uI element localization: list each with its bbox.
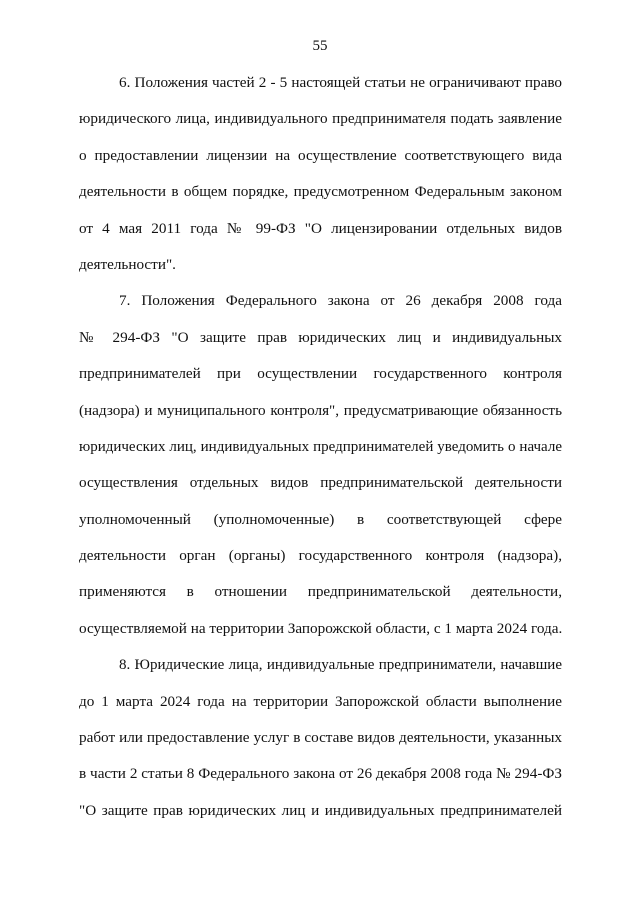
text-line: осуществляемой на территории Запорожской области, с 1 марта 2024 года. [79, 619, 563, 637]
text-line: осуществления отдельных видов предпринимательской деятельности [79, 474, 562, 492]
text-line: предпринимателей при осуществлении государственного контроля [79, 365, 562, 383]
paragraph-6 [79, 65, 562, 283]
text-line: 8. Юридические лица, индивидуальные предприниматели, начавшие [119, 657, 562, 674]
paragraph-7 [79, 283, 562, 647]
text-line: (надзора) и муниципального контроля", предусматривающие обязанность [79, 401, 562, 419]
text-line: о предоставлении лицензии на осуществление соответствующего вида [79, 146, 562, 164]
text-line: деятельности в общем порядке, предусмотренном Федеральным законом [79, 183, 562, 201]
text-line: деятельности орган (органы) государственного контроля (надзора), [79, 547, 562, 565]
paragraph-8 [79, 647, 562, 829]
text-line: от 4 мая 2011 года № 99-ФЗ "О лицензировании отдельных видов [79, 219, 562, 237]
page-number: 55 [312, 38, 328, 54]
text-line: применяются в отношении предпринимательской деятельности, [79, 583, 562, 601]
document-body [79, 65, 562, 829]
text-line: № 294-ФЗ "О защите прав юридических лиц и индивидуальных [79, 328, 562, 346]
text-line: 6. Положения частей 2 - 5 настоящей статьи не ограничивают право [119, 74, 562, 91]
text-line: юридического лица, индивидуального предпринимателя подать заявление [79, 110, 562, 128]
text-line: в части 2 статьи 8 Федерального закона от 26 декабря 2008 года № 294-ФЗ [79, 765, 562, 783]
text-line: деятельности". [79, 255, 176, 273]
text-line: юридических лиц, индивидуальных предпринимателей уведомить о начале [79, 438, 562, 455]
text-line: 7. Положения Федерального закона от 26 декабря 2008 года [119, 292, 562, 310]
text-line: "О защите прав юридических лиц и индивидуальных предпринимателей [79, 801, 562, 819]
text-line: работ или предоставление услуг в составе видов деятельности, указанных [79, 729, 562, 747]
text-line: до 1 марта 2024 года на территории Запорожской области выполнение [79, 692, 562, 710]
text-line: уполномоченный (уполномоченные) в соответствующей сфере [79, 510, 562, 528]
